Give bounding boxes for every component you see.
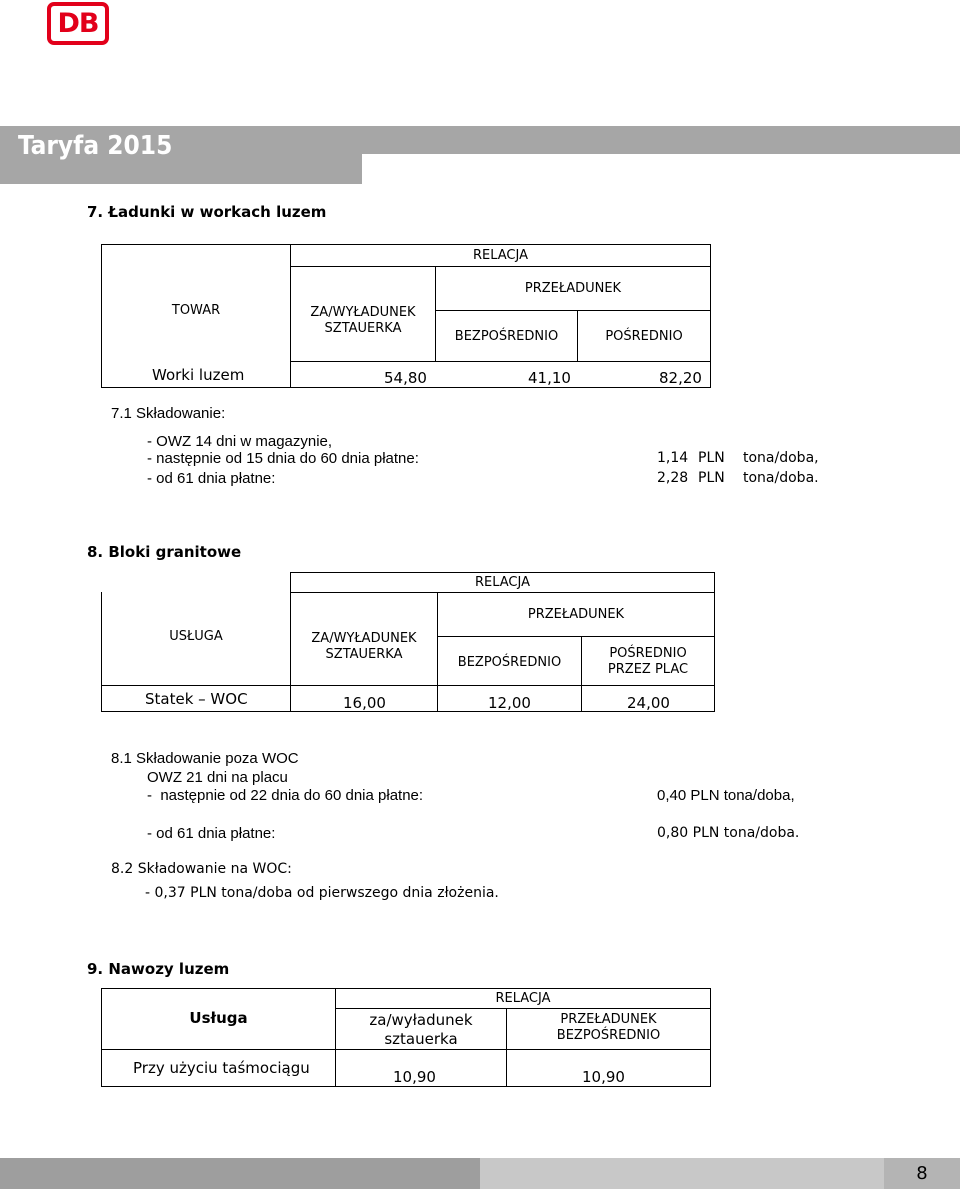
col-header-relacja: RELACJA [472, 248, 529, 263]
col-header-bezposrednio: BEZPOŚREDNIO [454, 329, 559, 344]
section-9-heading: 9. Nawozy luzem [87, 960, 230, 978]
price-per: tona/doba. [743, 470, 819, 486]
table-value: 16,00 [343, 694, 386, 712]
text-line: - następnie od 15 dnia do 60 dnia płatne: [147, 450, 419, 467]
text-line: - od 61 dnia płatne: [147, 825, 276, 842]
text-line: - OWZ 14 dni w magazynie, [147, 433, 333, 450]
table-value: 41,10 [528, 369, 571, 387]
page-number: 8 [916, 1163, 928, 1184]
db-logo-text: DB [57, 8, 99, 39]
col-header-sztauerka: SZTAUERKA [325, 647, 403, 662]
table-value: 12,00 [488, 694, 531, 712]
col-header-relacja: RELACJA [474, 575, 531, 590]
table-value: 24,00 [627, 694, 670, 712]
col-header-usluga: USŁUGA [169, 629, 223, 644]
text-line: - następnie od 22 dnia do 60 dnia płatne: [147, 787, 424, 804]
footer-band [480, 1158, 884, 1189]
table-value: 82,20 [659, 369, 702, 387]
section-8-1-heading: 8.1 Składowanie poza WOC [111, 750, 299, 767]
row-label: Statek – WOC [145, 690, 248, 708]
price-unit: PLN [698, 470, 725, 486]
row-label: Worki luzem [152, 366, 245, 384]
row-divider [101, 1049, 711, 1050]
price-amount: 1,14 [657, 450, 689, 466]
col-header-towar: TOWAR [171, 303, 221, 318]
section-7-heading: 7. Ładunki w workach luzem [87, 203, 327, 221]
table-cell [581, 636, 715, 686]
col-header-zawyladunek: za/wyładunek [369, 1011, 473, 1029]
col-header-usluga: Usługa [189, 1009, 248, 1027]
table-value: 10,90 [393, 1068, 436, 1086]
col-header-zawyladunek: ZA/WYŁADUNEK [311, 631, 417, 646]
price-amount: 2,28 [657, 470, 689, 486]
section-8-heading: 8. Bloki granitowe [87, 543, 242, 561]
col-header-posrednio: POŚREDNIO [605, 329, 683, 344]
col-header-przez-plac: PRZEZ PLAC [607, 662, 689, 677]
price-line: 0,80 PLN tona/doba. [657, 825, 800, 841]
col-header-przeladunek: PRZEŁADUNEK [560, 1012, 657, 1027]
col-header-zawyladunek: ZA/WYŁADUNEK [310, 305, 416, 320]
col-header-sztauerka: SZTAUERKA [324, 321, 402, 336]
text-line: - 0,37 PLN tona/doba od pierwszego dnia złożenia. [145, 885, 499, 901]
price-unit: PLN [698, 450, 725, 466]
col-header-posrednio: POŚREDNIO [609, 646, 687, 661]
table-value: 10,90 [582, 1068, 625, 1086]
text-line: - od 61 dnia płatne: [147, 470, 276, 487]
price-line: 0,40 PLN tona/doba, [657, 787, 795, 804]
col-header-relacja: RELACJA [495, 991, 551, 1006]
table-cell [290, 361, 711, 388]
price-per: tona/doba, [743, 450, 819, 466]
db-logo [47, 2, 109, 45]
document-title: Taryfa 2015 [18, 131, 173, 161]
col-header-przeladunek: PRZEŁADUNEK [524, 281, 622, 296]
footer-band [0, 1158, 480, 1189]
row-label: Przy użyciu taśmociągu [133, 1059, 310, 1077]
section-7-1-heading: 7.1 Składowanie: [111, 405, 226, 422]
text-line: OWZ 21 dni na placu [147, 769, 288, 786]
col-header-bezposrednio: BEZPOŚREDNIO [457, 655, 562, 670]
table-value: 54,80 [384, 369, 427, 387]
col-header-przeladunek: PRZEŁADUNEK [527, 607, 625, 622]
col-header-sztauerka: sztauerka [384, 1030, 458, 1048]
col-header-bezposrednio: BEZPOŚREDNIO [556, 1028, 661, 1043]
section-8-2-heading: 8.2 Składowanie na WOC: [111, 861, 292, 877]
